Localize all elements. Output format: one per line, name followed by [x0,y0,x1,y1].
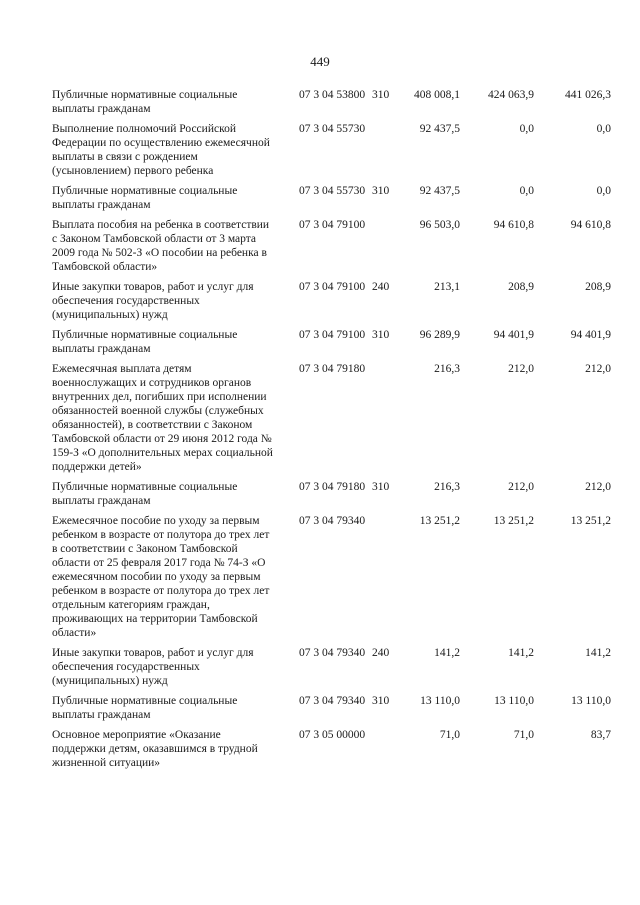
row-value-3: 83,7 [590,729,611,741]
row-code: 07 3 04 79100 [299,329,366,341]
row-value-1: 213,1 [434,281,460,293]
row-value-2: 212,0 [508,481,534,493]
row-code: 07 3 04 79340 [299,647,366,659]
row-value-1: 216,3 [434,481,460,493]
row-code: 07 3 04 53800 [299,89,366,101]
row-code: 07 3 04 79340 [299,515,366,527]
row-value-2: 141,2 [508,647,534,659]
row-expense-type: 310 [372,89,390,101]
row-value-3: 94 401,9 [570,329,611,341]
row-value-1: 92 437,5 [419,123,460,135]
row-name: Иные закупки товаров, работ и услуг для обеспечения государственных (муниципальных) нужд [52,647,254,687]
row-name: Ежемесячное пособие по уходу за первым ребенком в возрасте от полутора до трех лет в соответствии с Законом Тамбовской области от 25 февраля 2017 года № 74-З «О ежемесячном пособии по уходу за первым ребенком в возрасте от полутора до трех лет отдельным категориям граждан, проживающих на территории Тамбовской области» [52,515,270,639]
row-code: 07 3 05 00000 [299,729,366,741]
table-row [52,646,612,688]
row-value-3: 13 251,2 [570,515,611,527]
row-value-3: 212,0 [585,363,611,375]
row-name: Ежемесячная выплата детям военнослужащих и сотрудников органов внутренних дел, погибших при исполнении обязанностей военной службы (служебных обязанностей), в соответствии с Законом Тамбовской области от 29 июня 2012 года № 159-З «О дополнительных мерах социальной поддержки детей» [52,363,273,473]
row-name: Публичные нормативные социальные выплаты гражданам [52,695,238,721]
row-value-3: 0,0 [596,123,611,135]
row-code: 07 3 04 79180 [299,363,366,375]
row-value-2: 71,0 [513,729,534,741]
row-name: Выполнение полномочий Российской Федерации по осуществлению ежемесячной выплаты в связи с рождением (усыновлением) первого ребенка [52,123,270,177]
row-code: 07 3 04 55730 [299,185,366,197]
table-row [52,218,612,274]
row-name: Публичные нормативные социальные выплаты гражданам [52,481,238,507]
page-number: 449 [310,54,330,69]
table-row [52,122,612,178]
row-value-2: 13 110,0 [494,695,534,707]
row-name: Публичные нормативные социальные выплаты гражданам [52,329,238,355]
table-row [52,514,612,640]
row-value-1: 71,0 [439,729,460,741]
table-row [52,480,612,508]
row-code: 07 3 04 79340 [299,695,366,707]
row-value-2: 0,0 [519,185,534,197]
row-value-1: 96 289,9 [419,329,460,341]
row-value-1: 13 251,2 [419,515,460,527]
row-name: Публичные нормативные социальные выплаты гражданам [52,185,238,211]
row-value-3: 0,0 [596,185,611,197]
row-code: 07 3 04 79100 [299,281,366,293]
table-row [52,362,612,474]
table-row [52,88,612,116]
row-value-2: 212,0 [508,363,534,375]
row-value-1: 408 008,1 [414,89,460,101]
row-value-1: 13 110,0 [420,695,460,707]
row-value-2: 94 401,9 [493,329,534,341]
row-code: 07 3 04 79180 [299,481,366,493]
row-code: 07 3 04 55730 [299,123,366,135]
table-row [52,184,612,212]
row-name: Публичные нормативные социальные выплаты гражданам [52,89,238,115]
row-value-1: 141,2 [434,647,460,659]
row-expense-type: 310 [372,329,390,341]
row-value-1: 216,3 [434,363,460,375]
row-value-3: 13 110,0 [571,695,611,707]
row-expense-type: 240 [372,281,390,293]
row-value-3: 212,0 [585,481,611,493]
row-value-2: 94 610,8 [493,219,534,231]
row-value-3: 208,9 [585,281,611,293]
row-value-3: 441 026,3 [565,89,611,101]
row-value-2: 13 251,2 [493,515,534,527]
table-row [52,728,612,770]
row-name: Иные закупки товаров, работ и услуг для обеспечения государственных (муниципальных) нужд [52,281,254,321]
budget-table [52,88,612,776]
row-name: Основное мероприятие «Оказание поддержки детям, оказавшимся в трудной жизненной ситуации» [52,729,258,769]
row-value-2: 0,0 [519,123,534,135]
row-expense-type: 310 [372,481,390,493]
row-value-3: 94 610,8 [570,219,611,231]
table-row [52,694,612,722]
table-row [52,280,612,322]
row-code: 07 3 04 79100 [299,219,366,231]
row-expense-type: 240 [372,647,390,659]
table-row [52,328,612,356]
row-expense-type: 310 [372,695,390,707]
row-value-2: 424 063,9 [488,89,534,101]
row-value-1: 92 437,5 [419,185,460,197]
row-value-3: 141,2 [585,647,611,659]
row-name: Выплата пособия на ребенка в соответствии с Законом Тамбовской области от 3 марта 2009 года № 502-З «О пособии на ребенка в Тамбовской области» [52,219,270,273]
row-expense-type: 310 [372,185,390,197]
row-value-1: 96 503,0 [419,219,460,231]
row-value-2: 208,9 [508,281,534,293]
